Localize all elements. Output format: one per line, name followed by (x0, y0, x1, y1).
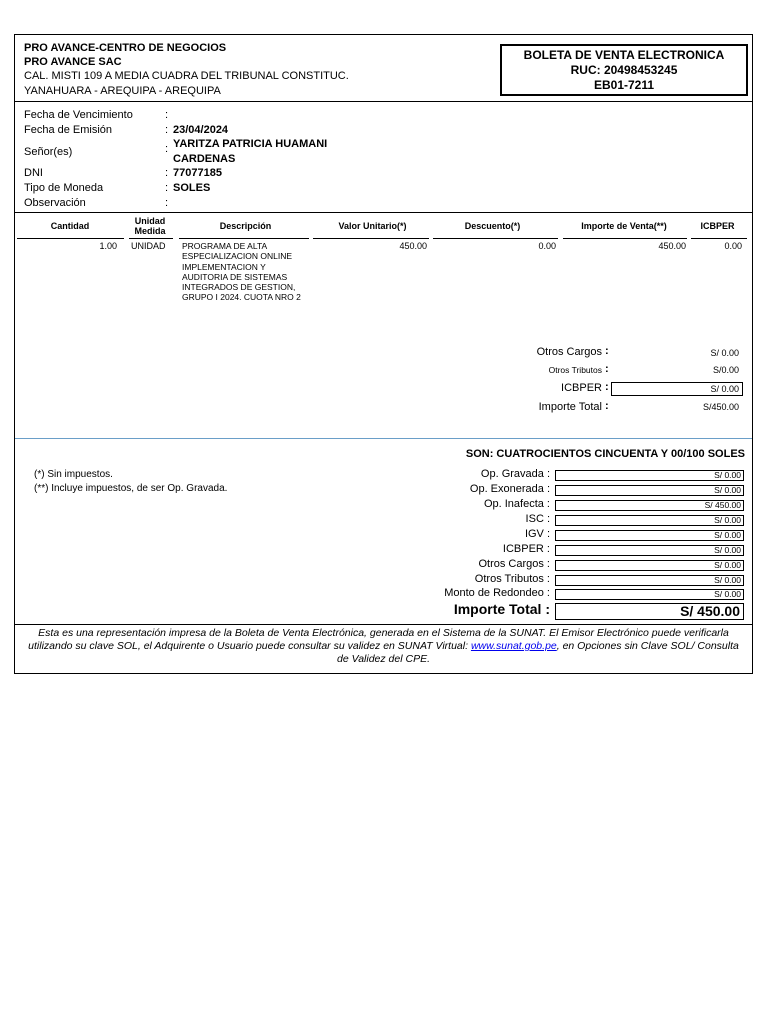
value-icbper: S/ 0.00 (611, 382, 743, 396)
value-fecha-vencimiento: : (165, 109, 169, 121)
value-fecha-emision: 23/04/2024 (173, 124, 229, 136)
col-underline (17, 238, 124, 239)
row-importe: 450.00 (658, 241, 686, 251)
colon: : (605, 363, 609, 375)
row-valor-unitario: 450.00 (399, 241, 427, 251)
blue-separator (15, 438, 752, 439)
value-senores-line2: CARDENAS (173, 153, 236, 165)
label-otros-tributos-total: Otros Tributos : (474, 573, 550, 585)
row-descripcion: PROGRAMA DE ALTA ESPECIALIZACION ONLINE IMPLEMENTACION Y AUDITORIA DE SISTEMAS INTEGRADOS DE GESTION, GRUPO I 2024. CUOTA NRO 2 (182, 241, 301, 303)
col-underline (563, 238, 687, 239)
row-unidad: UNIDAD (131, 241, 166, 251)
col-header-icbper: ICBPER (700, 221, 735, 231)
col-header-cantidad: Cantidad (50, 221, 90, 231)
value-importe-total: S/450.00 (702, 402, 739, 412)
sunat-link[interactable]: www.sunat.gob.pe (470, 640, 557, 652)
divider (15, 624, 752, 625)
row-icbper: 0.00 (724, 241, 742, 251)
col-header-valor-unitario: Valor Unitario(*) (338, 221, 407, 231)
label-tipo-moneda: Tipo de Moneda (24, 182, 104, 194)
label-monto-redondeo: Monto de Redondeo : (444, 587, 550, 599)
issuer-company: PRO AVANCE SAC (24, 56, 122, 68)
label-igv: IGV : (524, 528, 550, 540)
note-incluye-impuestos: (**) Incluye impuestos, de ser Op. Gravada. (34, 483, 228, 494)
label-icbper-total: ICBPER : (502, 543, 550, 555)
value-otros-cargos: S/ 0.00 (710, 348, 739, 358)
label-fecha-vencimiento: Fecha de Vencimiento (24, 109, 133, 121)
value-icbper-total: S/ 0.00 (555, 545, 744, 556)
legal-footer (21, 627, 746, 666)
label-op-inafecta: Op. Inafecta : (483, 498, 550, 510)
label-senores: Señor(es) (24, 146, 73, 158)
value-tipo-moneda: SOLES (173, 182, 211, 194)
document-ruc: RUC: 20498453245 (570, 63, 678, 77)
colon: : (605, 381, 609, 393)
col-header-unidad-line1: Unidad (134, 216, 166, 226)
footer-text-end: , en Opciones sin Clave SOL/ Consulta de Validez del CPE. (337, 640, 739, 665)
issuer-address: CAL. MISTI 109 A MEDIA CUADRA DEL TRIBUNAL CONSTITUC. (24, 70, 349, 82)
col-underline (313, 238, 429, 239)
issuer-city: YANAHUARA - AREQUIPA - AREQUIPA (24, 85, 221, 97)
colon: : (605, 345, 609, 357)
col-header-descuento: Descuento(*) (464, 221, 521, 231)
col-header-unidad-line2: Medida (134, 226, 166, 236)
label-observacion: Observación (24, 197, 86, 209)
value-op-exonerada: S/ 0.00 (555, 485, 744, 496)
value-monto-redondeo: S/ 0.00 (555, 589, 744, 600)
document-type: BOLETA DE VENTA ELECTRONICA (523, 48, 725, 62)
value-grand-total: S/ 450.00 (555, 603, 744, 620)
label-otros-cargos-total: Otros Cargos : (478, 558, 550, 570)
label-icbper: ICBPER (561, 382, 602, 394)
divider (15, 212, 752, 213)
value-observacion: : (165, 197, 169, 209)
document-id-box (500, 44, 748, 96)
value-igv: S/ 0.00 (555, 530, 744, 541)
label-fecha-emision: Fecha de Emisión (24, 124, 113, 136)
label-op-exonerada: Op. Exonerada : (469, 483, 550, 495)
amount-in-words: SON: CUATROCIENTOS CINCUENTA Y 00/100 SOLES (465, 448, 745, 460)
label-otros-cargos: Otros Cargos (536, 346, 602, 358)
label-isc: ISC : (525, 513, 550, 525)
value-otros-tributos: S/0.00 (712, 365, 739, 375)
col-header-importe: Importe de Venta(**) (581, 221, 667, 231)
col-underline (691, 238, 747, 239)
note-sin-impuestos: (*) Sin impuestos. (34, 469, 113, 480)
colon: : (165, 182, 169, 194)
colon: : (165, 143, 169, 155)
colon: : (165, 167, 169, 179)
label-grand-total: Importe Total : (453, 601, 550, 617)
row-descuento: 0.00 (538, 241, 556, 251)
issuer-name: PRO AVANCE-CENTRO DE NEGOCIOS (24, 42, 227, 54)
label-dni: DNI (24, 167, 43, 179)
value-op-gravada: S/ 0.00 (555, 470, 744, 481)
row-cantidad: 1.00 (99, 241, 117, 251)
invoice-document (14, 34, 753, 674)
footer-text: Esta es una representación impresa de la Boleta de Venta Electrónica, generada en el Sistema de la SUNAT. El Emisor Electrónico puede verificarla utilizando su clave SOL, el Adquirente o Usuario puede consultar su validez en SUNAT Virtual: (28, 627, 729, 652)
col-underline (129, 238, 173, 239)
col-header-unidad (125, 216, 175, 236)
value-op-inafecta: S/ 450.00 (555, 500, 744, 511)
label-otros-tributos: Otros Tributos (548, 365, 602, 375)
value-senores-line1: YARITZA PATRICIA HUAMANI (173, 138, 328, 150)
col-underline (179, 238, 309, 239)
col-header-descripcion: Descripción (219, 221, 272, 231)
value-dni: 77077185 (173, 167, 222, 179)
label-op-gravada: Op. Gravada : (480, 468, 550, 480)
label-importe-total: Importe Total (538, 401, 602, 413)
col-underline (433, 238, 558, 239)
value-otros-tributos-total: S/ 0.00 (555, 575, 744, 586)
colon: : (605, 400, 609, 412)
value-otros-cargos-total: S/ 0.00 (555, 560, 744, 571)
colon: : (165, 124, 169, 136)
divider (15, 101, 752, 102)
document-number: EB01-7211 (593, 78, 655, 92)
value-isc: S/ 0.00 (555, 515, 744, 526)
